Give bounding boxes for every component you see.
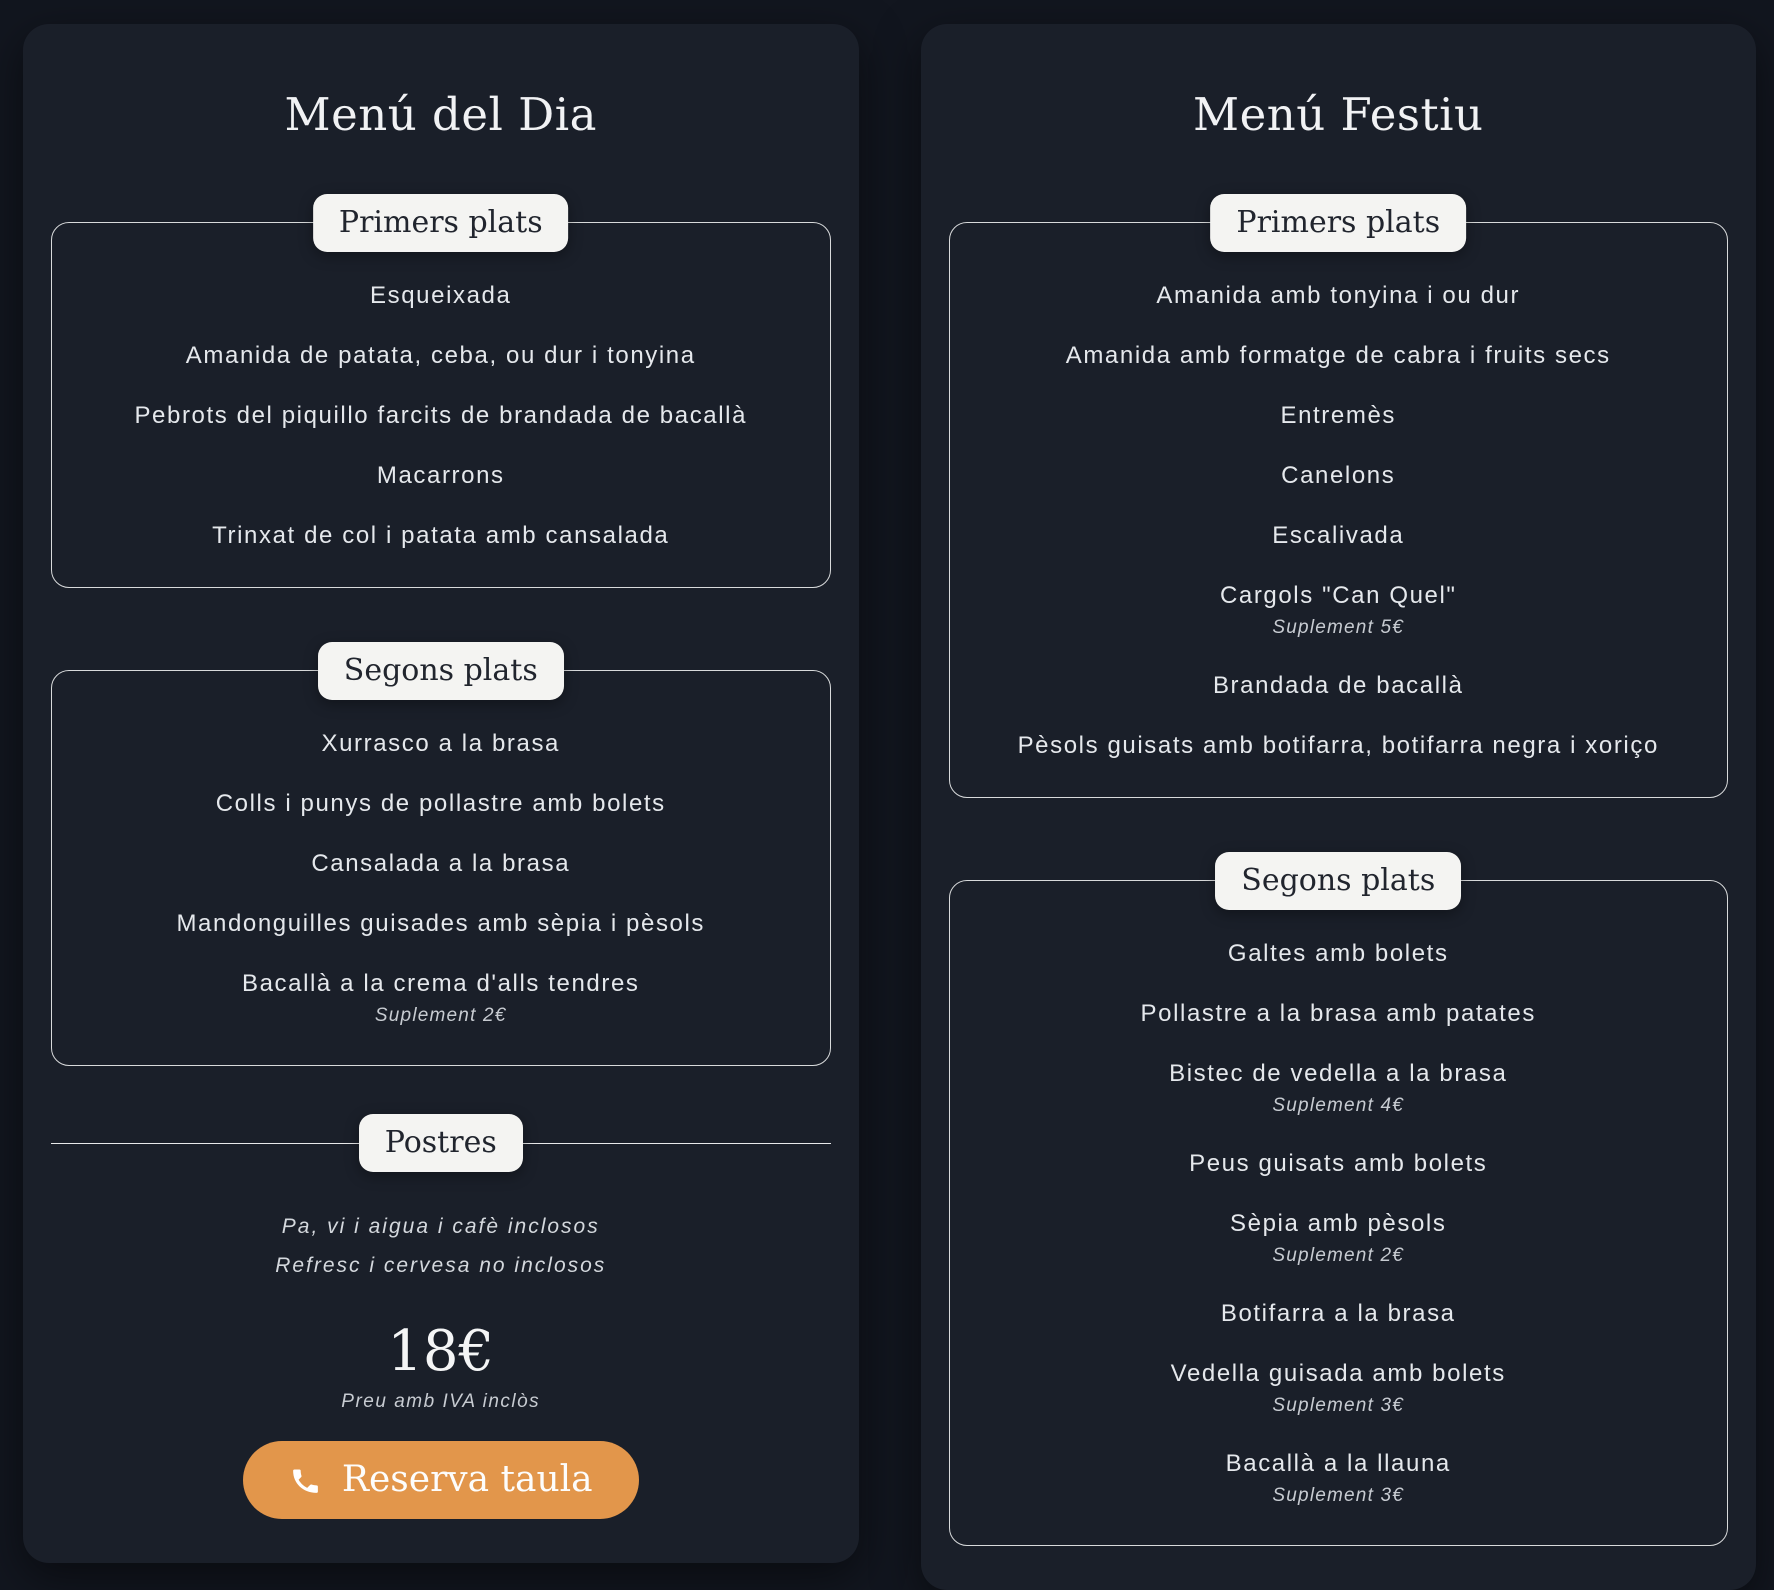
dia-segons-plats-section — [51, 653, 831, 1066]
dish-list — [52, 223, 830, 587]
reserve-table-label: Reserva taula — [341, 1459, 593, 1500]
dia-primers-plats-box — [51, 205, 831, 588]
dish-name: Pèsols guisats amb botifarra, botifarra negra i xoriço — [1017, 732, 1659, 759]
dish-item — [974, 581, 1704, 641]
dish-name: Esqueixada — [370, 282, 512, 309]
included-line: Pa, vi i aigua i cafè inclosos — [281, 1215, 600, 1238]
festiu-segons-plats-section — [949, 863, 1729, 1546]
dish-list — [52, 671, 830, 1065]
dish-name: Macarrons — [376, 462, 505, 489]
dish-name: Pollastre a la brasa amb patates — [1140, 1000, 1536, 1027]
menu-festiu-card — [921, 24, 1757, 1590]
dish-item — [76, 849, 806, 879]
dish-list — [950, 881, 1728, 1545]
dish-supplement-note: Suplement 3€ — [1272, 1395, 1405, 1416]
dish-item — [974, 1059, 1704, 1119]
festiu-primers-plats-chip: Primers plats — [1210, 194, 1466, 252]
dish-name: Canelons — [1281, 462, 1396, 489]
dish-supplement-note: Suplement 3€ — [1272, 1485, 1405, 1506]
dish-name: Cansalada a la brasa — [311, 850, 571, 877]
dish-supplement-note: Suplement 2€ — [1272, 1245, 1405, 1266]
menu-del-dia-title: Menú del Dia — [284, 88, 597, 141]
menu-price: 18€ — [387, 1319, 495, 1384]
dish-item — [974, 401, 1704, 431]
dish-name: Trinxat de col i patata amb cansalada — [212, 522, 670, 549]
included-line: Refresc i cervesa no inclosos — [275, 1254, 607, 1277]
dish-list — [950, 223, 1728, 797]
dish-item — [974, 939, 1704, 969]
dish-item — [76, 461, 806, 491]
festiu-primers-plats-box — [949, 205, 1729, 798]
dish-item — [76, 969, 806, 1029]
postres-divider — [51, 1114, 831, 1172]
festiu-segons-plats-box — [949, 863, 1729, 1546]
dish-supplement-note: Suplement 2€ — [374, 1005, 507, 1026]
dish-name: Amanida amb tonyina i ou dur — [1156, 282, 1521, 309]
dia-segons-plats-chip: Segons plats — [318, 642, 564, 700]
dish-name: Entremès — [1280, 402, 1396, 429]
dish-item — [76, 909, 806, 939]
dia-postres-section — [51, 1114, 831, 1172]
festiu-segons-plats-chip: Segons plats — [1215, 852, 1461, 910]
dia-postres-chip: Postres — [359, 1114, 523, 1172]
dish-item — [974, 1449, 1704, 1509]
dish-item — [974, 671, 1704, 701]
dia-segons-plats-box — [51, 653, 831, 1066]
dish-item — [974, 1299, 1704, 1329]
dish-name: Vedella guisada amb bolets — [1170, 1360, 1506, 1387]
menu-price-note: Preu amb IVA inclòs — [341, 1391, 541, 1412]
section-chip-anchor — [1210, 194, 1466, 252]
dish-item — [76, 789, 806, 819]
dish-name: Bacallà a la crema d'alls tendres — [241, 970, 640, 997]
dish-name: Bacallà a la llauna — [1225, 1450, 1451, 1477]
cta-row — [51, 1441, 831, 1519]
dish-name: Escalivada — [1272, 522, 1405, 549]
dish-name: Cargols "Can Quel" — [1219, 582, 1457, 609]
dish-name: Brandada de bacallà — [1212, 672, 1464, 699]
dish-item — [974, 731, 1704, 761]
menu-del-dia-card — [23, 24, 859, 1563]
dia-primers-plats-section — [51, 205, 831, 588]
reserve-table-button[interactable] — [243, 1441, 639, 1519]
dish-item — [974, 1209, 1704, 1269]
dish-name: Amanida de patata, ceba, ou dur i tonyina — [185, 342, 696, 369]
dish-item — [974, 1149, 1704, 1179]
dish-item — [974, 281, 1704, 311]
dish-item — [76, 341, 806, 371]
dish-supplement-note: Suplement 5€ — [1272, 617, 1405, 638]
dish-item — [76, 401, 806, 431]
dish-name: Xurrasco a la brasa — [321, 730, 560, 757]
section-chip-anchor — [318, 642, 564, 700]
dish-item — [974, 461, 1704, 491]
section-chip-anchor — [1215, 852, 1461, 910]
dish-name: Peus guisats amb bolets — [1189, 1150, 1488, 1177]
dia-primers-plats-chip: Primers plats — [313, 194, 569, 252]
dish-name: Colls i punys de pollastre amb bolets — [215, 790, 666, 817]
dish-name: Mandonguilles guisades amb sèpia i pèsols — [176, 910, 706, 937]
dish-name: Galtes amb bolets — [1227, 940, 1449, 967]
dish-item — [76, 281, 806, 311]
dish-item — [974, 1359, 1704, 1419]
dish-name: Sèpia amb pèsols — [1230, 1210, 1447, 1237]
dish-name: Bistec de vedella a la brasa — [1169, 1060, 1508, 1087]
dish-item — [76, 521, 806, 551]
phone-icon — [289, 1464, 322, 1497]
dish-name: Pebrots del piquillo farcits de brandada de bacallà — [134, 402, 748, 429]
dish-item — [974, 341, 1704, 371]
dish-name: Amanida amb formatge de cabra i fruits secs — [1065, 342, 1611, 369]
included-items-block — [51, 1212, 831, 1281]
dish-item — [974, 999, 1704, 1029]
section-chip-anchor — [313, 194, 569, 252]
dish-name: Botifarra a la brasa — [1220, 1300, 1456, 1327]
festiu-primers-plats-section — [949, 205, 1729, 798]
menu-festiu-title: Menú Festiu — [1193, 88, 1484, 141]
dish-item — [76, 729, 806, 759]
dish-item — [974, 521, 1704, 551]
dish-supplement-note: Suplement 4€ — [1272, 1095, 1405, 1116]
